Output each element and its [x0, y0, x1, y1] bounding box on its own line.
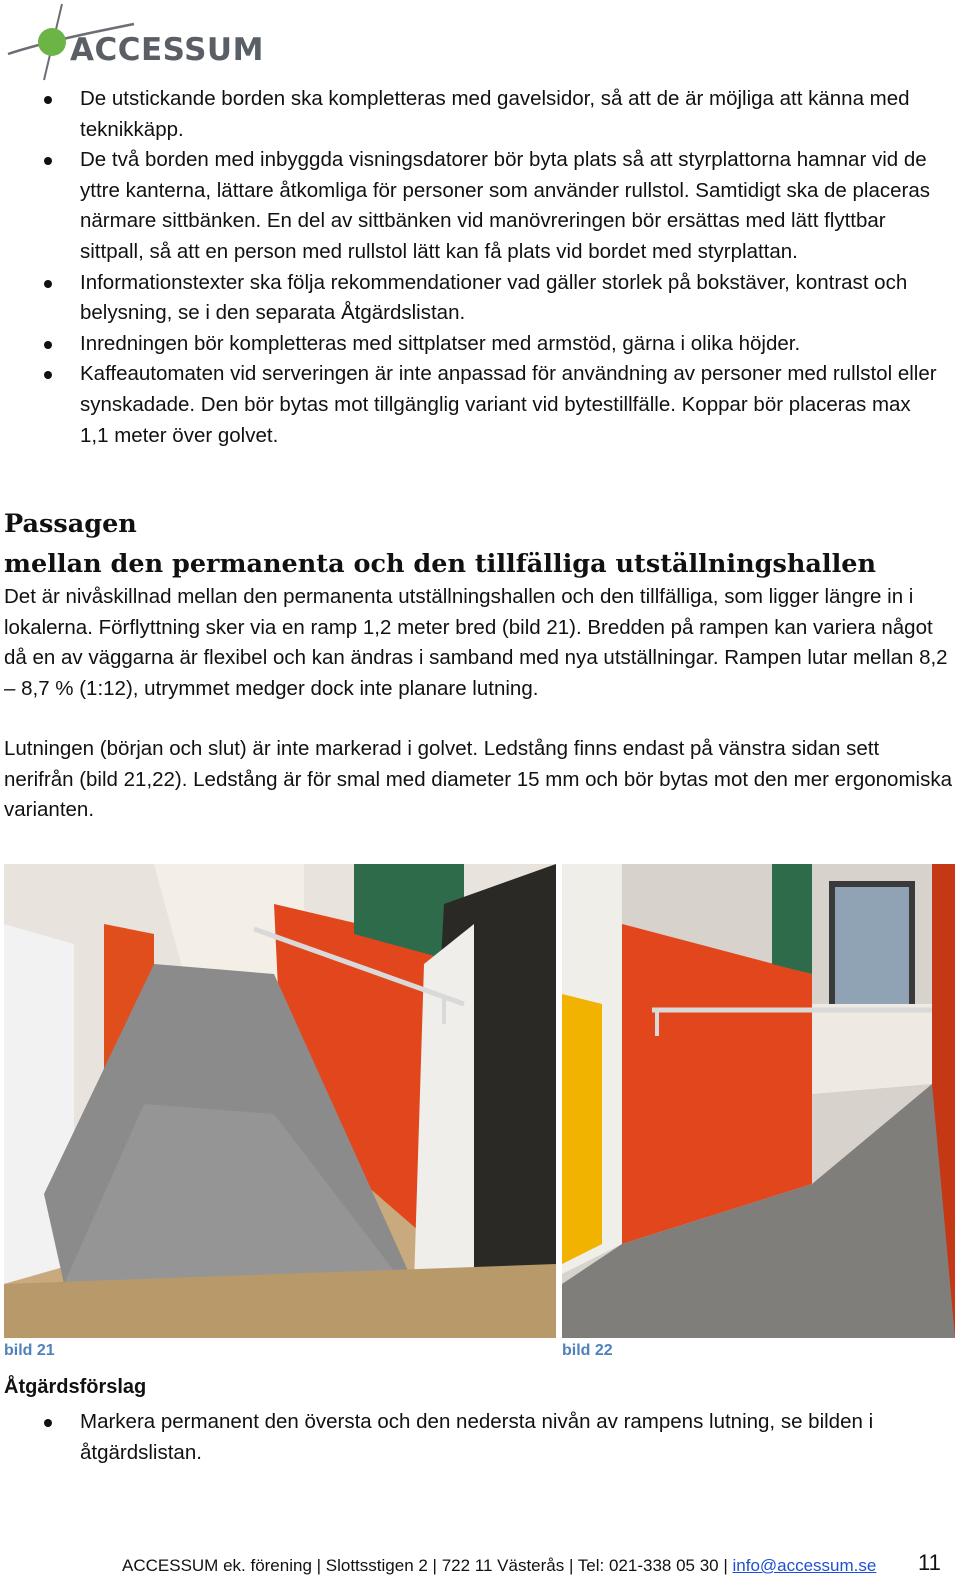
caption-bild-21: bild 21: [4, 1342, 55, 1359]
list-item: De två borden med inbyggda visningsdatorer bör byta plats så att styrplattorna hamnar vid de yttre kanterna, lättare åtkomliga för personer som använder rullstol. Samtidigt ska de placeras närmare sittbänken. En del av sittbänken vid manövreringen bör ersättas med lätt flyttbar sittpall, så att en person med rullstol lätt kan få plats vid bordet med styrplattan.: [0, 145, 940, 267]
caption-bild-22: bild 22: [562, 1342, 613, 1359]
section-subtitle: mellan den permanenta och den tillfälliga utställningshallen: [4, 549, 877, 579]
top-bullet-list: [0, 84, 940, 451]
bullet-icon: [44, 280, 52, 288]
page-footer: [122, 1556, 876, 1576]
list-item: Informationstexter ska följa rekommendationer vad gäller storlek på bokstäver, kontrast och belysning, se i den separata Åtgärdslistan.: [0, 268, 940, 329]
bullet-icon: [44, 157, 52, 165]
section-paragraph-2: Lutningen (början och slut) är inte markerad i golvet. Ledstång finns endast på vänstra sidan sett nerifrån (bild 21,22). Ledstång är för smal med diameter 15 mm och bör bytas mot den mer ergonomiska varianten.: [4, 737, 952, 822]
bullet-icon: [44, 341, 52, 349]
bullet-icon: [44, 1419, 52, 1427]
list-item: Markera permanent den översta och den nedersta nivån av rampens lutning, se bilden i åtgärdslistan.: [0, 1407, 940, 1468]
list-item: Inredningen bör kompletteras med sittplatser med armstöd, gärna i olika höjder.: [0, 329, 940, 360]
list-item: Kaffeautomaten vid serveringen är inte anpassad för användning av personer med rullstol eller synskadade. Den bör bytas mot tillgänglig variant vid bytestillfälle. Koppar bör placeras max 1,1 meter över golvet.: [0, 359, 940, 451]
photo-ramp-bild-22: [562, 864, 955, 1338]
footer-text: ACCESSUM ek. förening | Slottsstigen 2 | 722 11 Västerås | Tel: 021-338 05 30 |: [122, 1556, 733, 1575]
accessum-logo: [4, 2, 266, 82]
actions-heading: Åtgärdsförslag: [4, 1376, 147, 1398]
actions-bullet-list: [0, 1407, 940, 1468]
footer-email-link[interactable]: info@accessum.se: [732, 1556, 877, 1575]
section-paragraph-1: Det är nivåskillnad mellan den permanenta utställningshallen och den tillfälliga, som ligger längre in i lokalerna. Förflyttning sker via en ramp 1,2 meter bred (bild 21). Bredden på rampen kan variera något då en av väggarna är flexibel och kan ändras i samband med nya utställningar. Rampen lutar mellan 8,2 – 8,7 % (1:12), utrymmet medger dock inte planare lutning.: [4, 585, 948, 700]
section-title: Passagen: [4, 509, 137, 539]
logo-text: ACCESSUM: [70, 32, 264, 68]
list-item: De utstickande borden ska kompletteras med gavelsidor, så att de är möjliga att känna med teknikkäpp.: [0, 84, 940, 145]
bullet-icon: [44, 96, 52, 104]
page-number: 11: [918, 1550, 941, 1575]
bullet-icon: [44, 371, 52, 379]
photo-ramp-bild-21: [4, 864, 556, 1338]
